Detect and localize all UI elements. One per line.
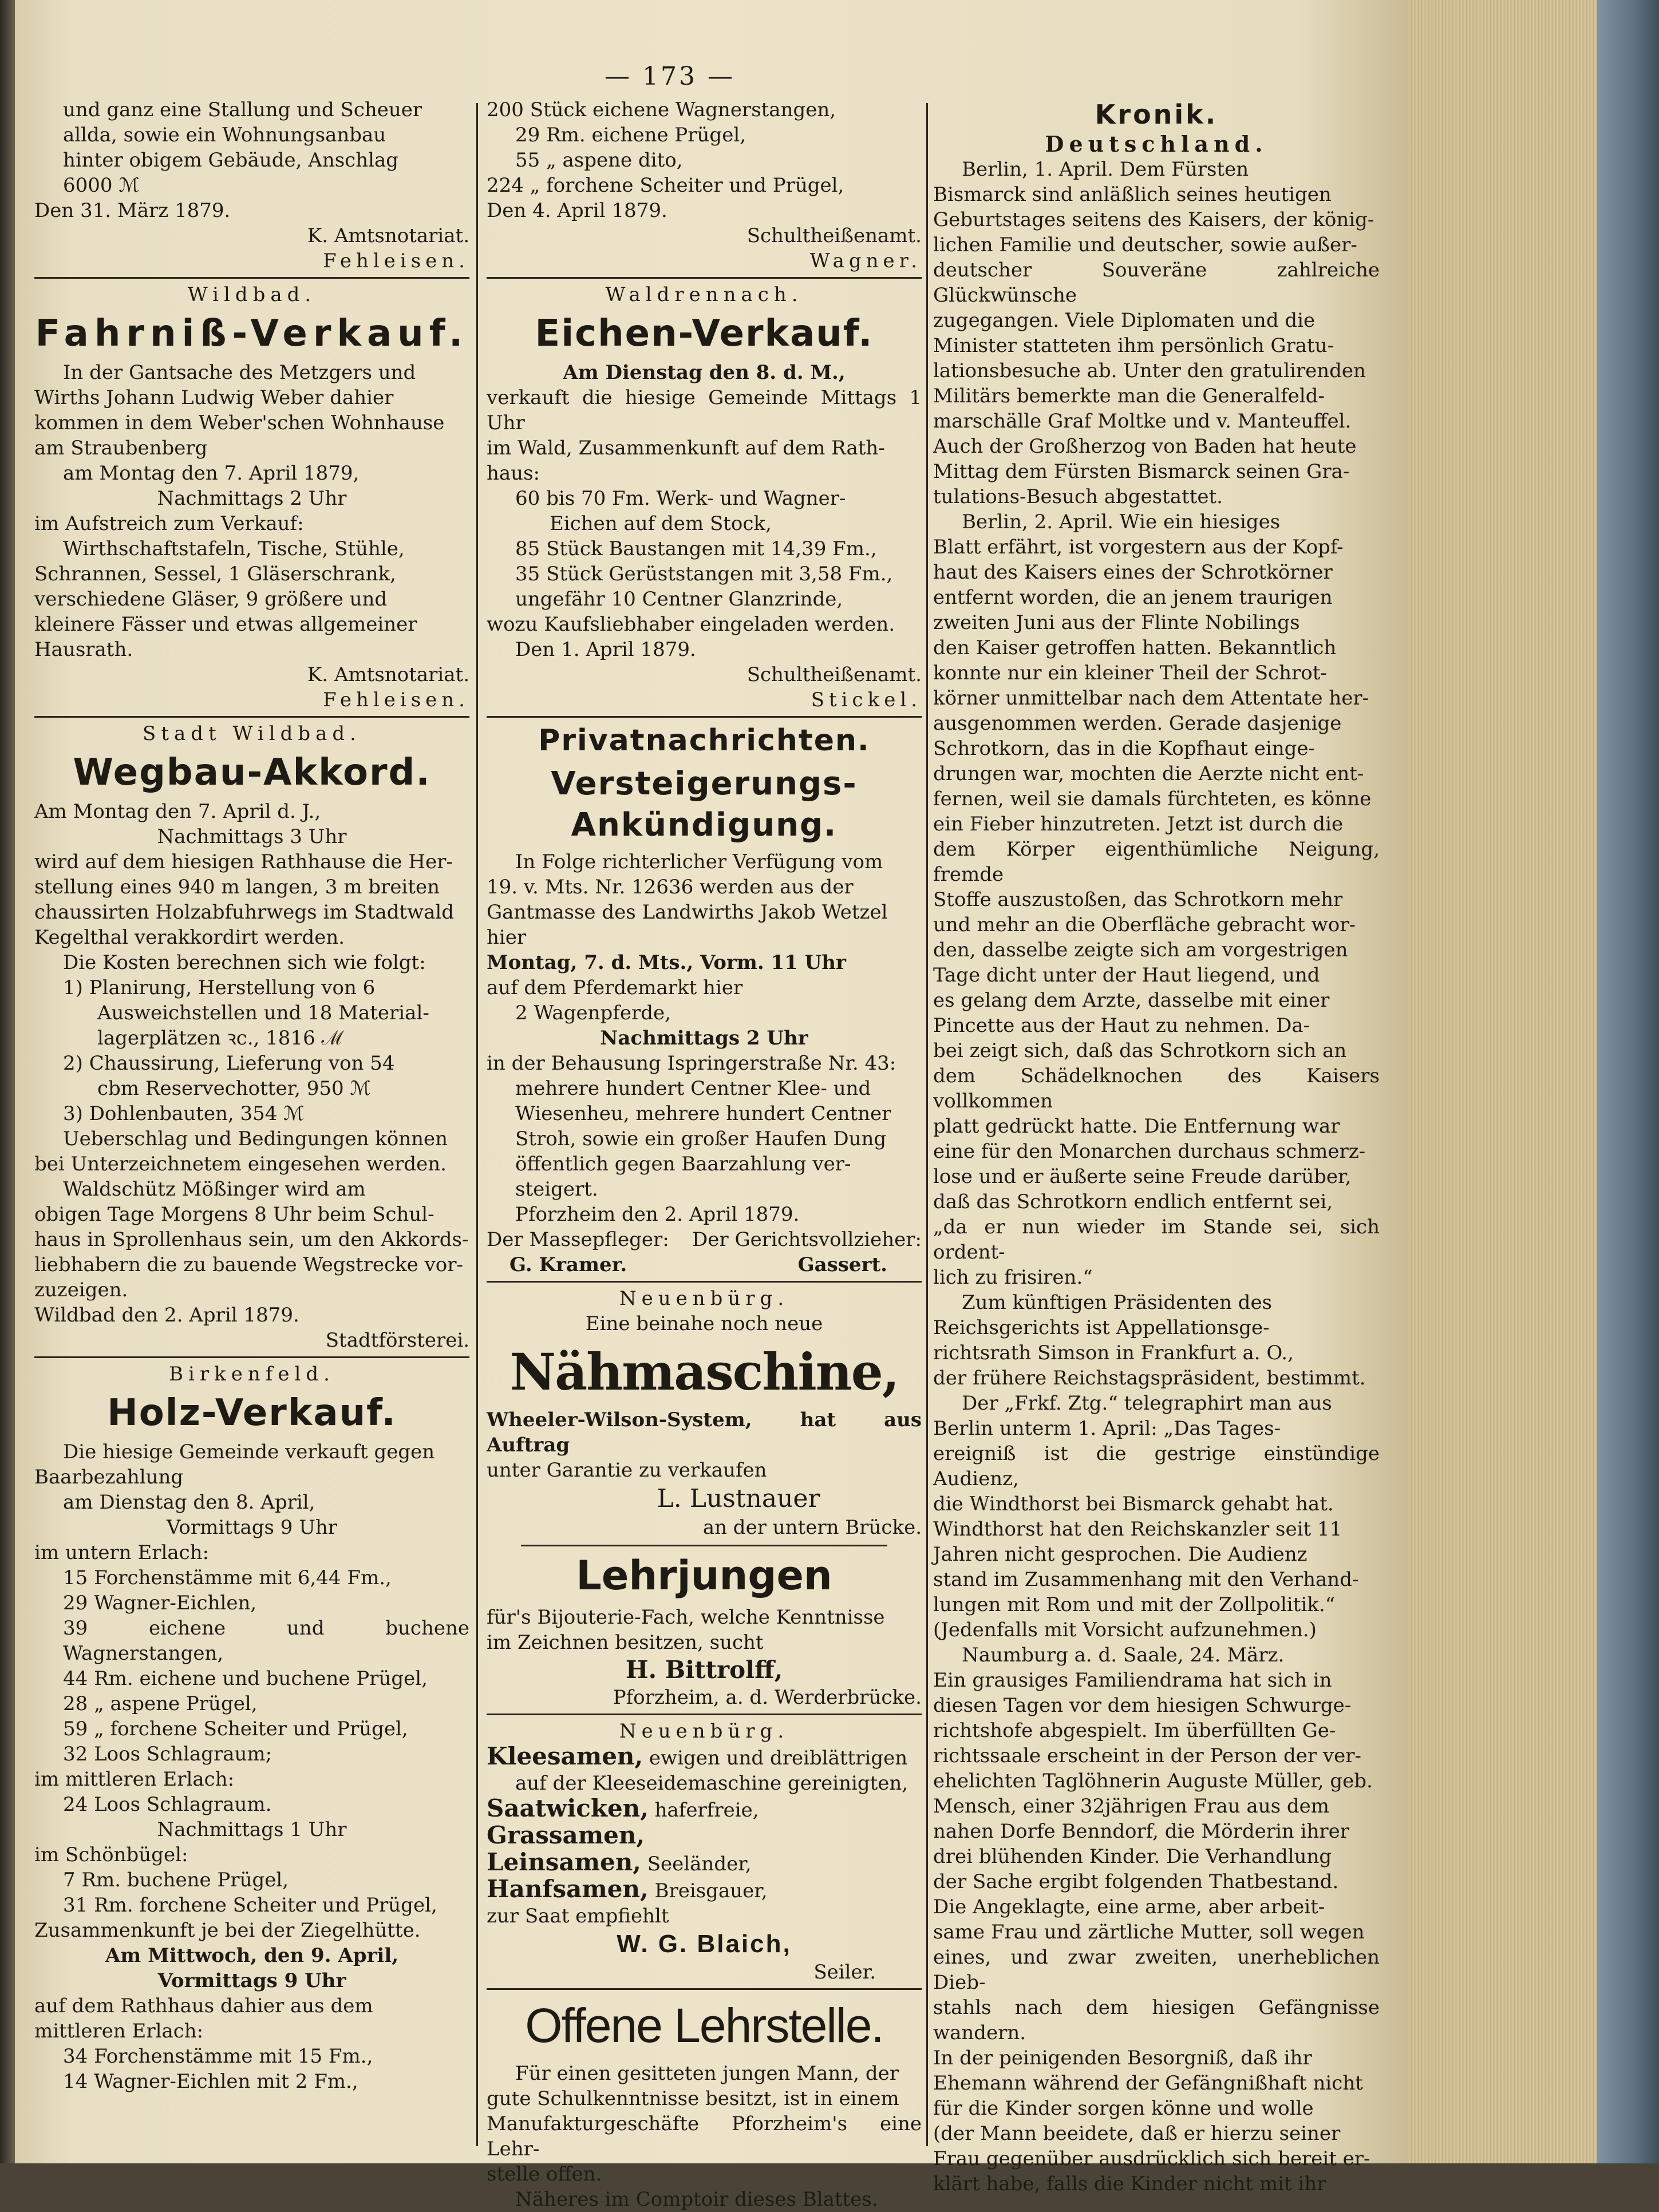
ad-item: 24 Loos Schlagraum. (63, 1793, 272, 1816)
ad-item: 200 Stück eichene Wagnerstangen, (487, 98, 836, 121)
kronik-line: den, dasselbe zeigte sich am vorgestrigen (933, 939, 1348, 961)
ad-text: Eine beinahe noch neue (585, 1312, 823, 1335)
ad-text: liebhabern die zu bauende Wegstrecke vor- (34, 1253, 464, 1276)
ad-signature: H. Bittrolff, (625, 1656, 783, 1684)
ad-text: Wheeler-Wilson-System, hat aus Auftrag (487, 1408, 922, 1457)
ad-text: wozu Kaufsliebhaber eingeladen werden. (487, 613, 895, 636)
ad-item: Eichen auf dem Stock, (550, 512, 772, 535)
ad-role: Der Gerichtsvollzieher: (692, 1228, 922, 1251)
ad-time: Nachmittags 2 Uhr (600, 1027, 808, 1050)
ad-text: Ueberschlag und Bedingungen können (63, 1127, 448, 1150)
kronik-line: Mittag dem Fürsten Bismarck seinen Gra- (933, 460, 1350, 483)
ad-place: Neuenbürg. (619, 1720, 789, 1743)
ad-title: Lehrjungen (576, 1552, 832, 1599)
ad-text: unter Garantie zu verkaufen (487, 1459, 767, 1482)
kronik-line: Die Angeklagte, eine arme, aber arbeit- (933, 1896, 1325, 1918)
divider (487, 716, 922, 718)
kronik-line: Ehemann während der Gefängnißhaft nicht (933, 2072, 1363, 2095)
ad-naehmaschine (487, 1286, 922, 1540)
kronik-line: Pincette aus der Haut zu nehmen. Da- (933, 1014, 1310, 1037)
ad-date: Den 4. April 1879. (487, 199, 667, 222)
ad-office: Schultheißenamt. (746, 224, 922, 247)
ad-place: Neuenbürg. (619, 1287, 789, 1310)
divider (487, 1714, 922, 1715)
holz-continuation (487, 97, 922, 274)
ad-item: 39 eichene und buchene Wagnerstangen, (63, 1617, 469, 1665)
kronik-line: Geburtstages seitens des Kaisers, der könig- (933, 208, 1374, 231)
ad-item: 28 „ aspene Prügel, (63, 1692, 258, 1715)
kronik-line: platt gedrückt hatte. Die Entfernung war (933, 1115, 1340, 1138)
ad-lehrjungen (487, 1551, 922, 1710)
seed-desc: Breisgauer, (654, 1879, 768, 1902)
ad-title: Holz-Verkauf. (107, 1392, 397, 1434)
kronik-line: Stoffe auszustoßen, das Schrotkorn mehr (933, 888, 1343, 911)
divider (487, 1988, 922, 1990)
ad-item: 29 Wagner-Eichlen, (63, 1592, 257, 1615)
ad-signature: Stickel. (811, 688, 922, 711)
kronik-line: lichen Familie und deutscher, sowie außer- (933, 234, 1357, 256)
ad-address: Pforzheim, a. d. Werderbrücke. (613, 1686, 922, 1709)
ad-item: 55 „ aspene dito, (515, 149, 683, 172)
kronik-line: haut des Kaisers eines der Schrotkörner (933, 561, 1333, 584)
ad-title: Wegbau-Akkord. (73, 751, 431, 794)
divider (34, 716, 469, 718)
column-2 (487, 97, 922, 2212)
ad-place: Waldrennach. (605, 283, 803, 306)
seed-name: Saatwicken, (487, 1794, 649, 1822)
ad-text: chaussirten Holzabfuhrwegs im Stadtwald (34, 901, 455, 924)
ad-place: Birkenfeld. (169, 1363, 335, 1386)
ad-item: mehrere hundert Centner Klee- und (515, 1077, 871, 1100)
ad-signature: Wagner. (809, 250, 922, 272)
kronik-line: Tage dicht unter der Haut liegend, und (933, 964, 1320, 987)
ad-samen (487, 1719, 922, 1985)
kronik-line: lich zu frisiren.“ (933, 1266, 1093, 1289)
book-cover-edge (1597, 0, 1659, 2163)
kronik-line: zugegangen. Viele Diplomaten und die (933, 309, 1316, 332)
divider (487, 277, 922, 279)
intro-date: Den 31. März 1879. (34, 199, 231, 222)
ad-time: Nachmittags 3 Uhr (157, 825, 347, 848)
ad-item (487, 1877, 922, 1904)
kronik-line: Der „Frkf. Ztg.“ telegraphirt man aus (962, 1392, 1332, 1415)
ad-location: mittleren Erlach: (34, 2020, 204, 2043)
ad-text: In Folge richterlicher Verfügung vom (515, 850, 883, 873)
ad-text: haus: (487, 462, 540, 485)
page-number: — 173 — (605, 62, 735, 91)
ad-time: Nachmittags 2 Uhr (157, 487, 347, 510)
seed-desc: Seeländer, (647, 1853, 752, 1875)
kronik-line: ausgenommen werden. Gerade dasjenige (933, 712, 1342, 735)
kronik-line: Berlin unterm 1. April: „Das Tages- (933, 1417, 1281, 1440)
kronik-paragraph (933, 509, 1380, 1290)
ad-text: Die hiesige Gemeinde verkauft gegen (63, 1441, 435, 1463)
kronik-line: Reichsgerichts ist Appellationsge- (933, 1316, 1270, 1339)
column-1 (34, 97, 469, 2094)
ad-text: Waldschütz Mößinger wird am (63, 1178, 366, 1201)
ad-item: 15 Forchenstämme mit 6,44 Fm., (63, 1566, 392, 1589)
ad-item: 3) Dohlenbauten, 354 ℳ (63, 1102, 305, 1125)
kronik-paragraph (933, 1391, 1380, 1643)
ad-text: bei Unterzeichnetem eingesehen werden. (34, 1153, 447, 1176)
intro-signature: Fehleisen. (323, 250, 469, 272)
ad-text: haus in Sprollenhaus sein, um den Akkords- (34, 1228, 469, 1251)
kronik-line: In der peinigenden Besorgniß, daß ihr (933, 2047, 1312, 2069)
kronik-line: Schrotkorn, das in die Kopfhaut einge- (933, 737, 1316, 760)
ad-location: in der Behausung Ispringerstraße Nr. 43: (487, 1052, 896, 1075)
divider (521, 1545, 887, 1546)
divider (487, 1281, 922, 1283)
kronik-paragraph (933, 157, 1380, 509)
ad-item: 32 Loos Schlagraum; (63, 1743, 272, 1766)
kronik-line: eine für den Monarchen durchaus schmerz- (933, 1140, 1366, 1163)
ad-time: Nachmittags 1 Uhr (157, 1818, 347, 1841)
kronik-line: zweiten Juni aus der Flinte Nobilings (933, 611, 1300, 634)
kronik-line: konnte nur ein kleiner Theil der Schrot- (933, 662, 1327, 684)
ad-text: Näheres im Comptoir dieses Blattes. (515, 2188, 878, 2211)
kronik-line: Jahren nicht gesprochen. Die Audienz (933, 1543, 1308, 1566)
ad-text: im Wald, Zusammenkunft auf dem Rath- (487, 437, 885, 460)
kronik-line: ehelichten Taglöhnerin Auguste Müller, geb. (933, 1770, 1373, 1792)
ad-item: öffentlich gegen Baarzahlung ver- (515, 1153, 851, 1176)
ad-title: Versteigerungs-Ankündigung. (551, 765, 858, 844)
ad-item: ungefähr 10 Centner Glanzrinde, (515, 588, 843, 611)
kronik-line: fernen, weil sie damals fürchteten, es könne (933, 788, 1372, 810)
kronik-line: Auch der Großherzog von Baden hat heute (933, 435, 1357, 458)
kronik-line: der frühere Reichstagspräsident, bestimmt. (933, 1367, 1366, 1390)
ad-date: Montag, 7. d. Mts., Vorm. 11 Uhr (487, 951, 846, 974)
kronik-line: die Windthorst bei Bismarck gehabt hat. (933, 1493, 1334, 1515)
ad-date: Am Montag den 7. April d. J., (34, 800, 321, 823)
ad-item: Wirthschaftstafeln, Tische, Stühle, (63, 537, 405, 560)
column-rule-1 (476, 103, 478, 2146)
kronik-line: und mehr an die Oberfläche gebracht wor- (933, 913, 1356, 936)
ad-names (487, 1252, 922, 1277)
ad-place: Stadt Wildbad. (143, 722, 361, 745)
ad-location: im mittleren Erlach: (34, 1768, 235, 1791)
ad-text: obigen Tage Morgens 8 Uhr beim Schul- (34, 1203, 434, 1226)
ad-item: 85 Stück Baustangen mit 14,39 Fm., (515, 537, 877, 560)
ad-item (487, 1823, 922, 1850)
kronik-line: für die Kinder sorgen könne und wolle (933, 2097, 1314, 2120)
seed-name: Leinsamen, (487, 1848, 641, 1876)
kronik-line: den Kaiser getroffen hatten. Bekanntlich (933, 636, 1337, 659)
ad-text: In der Gantsache des Metzgers und (63, 361, 416, 384)
ad-text: zur Saat empfiehlt (487, 1905, 669, 1928)
ad-date: am Dienstag den 8. April, (63, 1491, 315, 1514)
kronik-line: Berlin, 1. April. Dem Fürsten (962, 158, 1249, 181)
kronik-line: Minister statteten ihm persönlich Gratu- (933, 334, 1334, 357)
ad-item: steigert. (515, 1178, 598, 1201)
ad-signature: W. G. Blaich, (617, 1930, 792, 1958)
ad-item: 2) Chaussirung, Lieferung von 54 (63, 1052, 395, 1075)
page-stack-edge (1408, 0, 1597, 2163)
ad-item: 35 Stück Gerüststangen mit 3,58 Fm., (515, 563, 893, 585)
section-header-private: Privatnachrichten. (538, 723, 870, 758)
ad-time: Vormittags 9 Uhr (157, 1969, 346, 1992)
ad-item: cbm Reservechotter, 950 ℳ (97, 1077, 371, 1100)
ad-item: verschiedene Gläser, 9 größere und (34, 588, 388, 611)
ad-text: stelle offen. (487, 2163, 602, 2186)
kronik-line: Militärs bemerkte man die Generalfeld- (933, 385, 1325, 407)
kronik-line: Frau gegenüber ausdrücklich sich bereit er- (933, 2147, 1370, 2170)
seed-desc: haferfreie, (654, 1799, 759, 1822)
ad-title: Offene Lehrstelle. (525, 1999, 883, 2052)
ad-roles (487, 1227, 922, 1252)
kronik-paragraph (933, 1290, 1380, 1391)
kronik-line: daß das Schrotkorn endlich entfernt sei, (933, 1190, 1333, 1213)
kronik-line: Berlin, 2. April. Wie ein hiesiges (962, 511, 1281, 533)
kronik-line: dem Schädelknochen des Kaisers vollkommen (933, 1065, 1380, 1113)
ad-offene-lehrstelle (487, 1996, 922, 2212)
section-title-kronik: Kronik. (1095, 99, 1218, 130)
kronik-line: Blatt erfährt, ist vorgestern aus der Kopf- (933, 536, 1344, 559)
ad-name: G. Kramer. (509, 1253, 627, 1276)
kronik-line: stahls nach dem hiesigen Gefängnisse wandern. (933, 1996, 1380, 2044)
kronik-line: richtshofe abgespielt. Im überfüllten Ge- (933, 1719, 1336, 1742)
kronik-line: drei blühenden Kinder. Die Verhandlung (933, 1845, 1332, 1868)
seed-desc: ewigen und dreiblättrigen (649, 1747, 908, 1770)
kronik-paragraph (933, 1643, 1380, 2197)
intro-line: allda, sowie ein Wohnungsanbau (63, 124, 386, 147)
kronik-line: dem Körper eigenthümliche Neigung, fremde (933, 838, 1380, 886)
kronik-line: lose und er äußerte seine Freude darüber, (933, 1165, 1352, 1188)
ad-text: Manufakturgeschäfte Pforzheim's eine Lehr- (487, 2112, 922, 2160)
ad-title: Fahrniß-Verkauf. (35, 312, 469, 355)
kronik-line: entfernt worden, die an jenem traurigen (933, 586, 1333, 609)
ad-item: 31 Rm. forchene Scheiter und Prügel, (63, 1894, 437, 1917)
kronik-line: Naumburg a. d. Saale, 24. März. (962, 1644, 1285, 1667)
ad-date: Pforzheim den 2. April 1879. (515, 1203, 800, 1226)
ad-item: lagerplätzen ꝛc., 1816 ℳ (97, 1027, 344, 1050)
book-binding-left (0, 0, 15, 2163)
ad-location: im untern Erlach: (34, 1541, 210, 1564)
seed-name: Grassamen, (487, 1821, 645, 1849)
kronik-line: deutscher Souveräne zahlreiche Glückwünsche (933, 259, 1380, 307)
ad-date: Den 1. April 1879. (515, 638, 696, 661)
ad-item (487, 1744, 922, 1771)
intro-line: 6000 ℳ (63, 174, 140, 197)
ad-text: im Zeichnen besitzen, sucht (487, 1631, 764, 1654)
ad-eichen-verkauf (487, 282, 922, 713)
ad-item: 2 Wagenpferde, (515, 1002, 671, 1024)
kronik-line: ein Fieber hinzutreten. Jetzt ist durch die (933, 813, 1344, 836)
kronik-line: richtsrath Simson in Frankfurt a. O., (933, 1342, 1294, 1364)
ad-date: am Montag den 7. April 1879, (63, 462, 360, 485)
ad-text: Wirths Johann Ludwig Weber dahier (34, 386, 394, 409)
ad-text: verkauft die hiesige Gemeinde Mittags 1 Uhr (487, 386, 922, 434)
ad-address: an der untern Brücke. (702, 1516, 922, 1539)
kronik-line: eines, und zwar zweiten, unerheblichen Dieb- (933, 1946, 1380, 1994)
ad-text: am Straubenberg (34, 437, 208, 460)
kronik-line: marschälle Graf Moltke und v. Manteuffel. (933, 410, 1352, 433)
ad-text: stellung eines 940 m langen, 3 m breiten (34, 876, 440, 899)
kronik-line: diesen Tagen vor dem hiesigen Schwurge- (933, 1694, 1352, 1717)
kronik-line: Mensch, einer 32jährigen Frau aus dem (933, 1795, 1329, 1818)
divider (34, 277, 469, 279)
ad-text: für's Bijouterie-Fach, welche Kenntnisse (487, 1606, 885, 1629)
ad-text: wird auf dem hiesigen Rathhause die Her- (34, 850, 453, 873)
ad-item: kleinere Fässer und etwas allgemeiner (34, 613, 417, 636)
kronik-line: drungen war, mochten die Aerzte nicht ent- (933, 762, 1364, 785)
ad-fahrniss-verkauf (34, 282, 469, 713)
ad-text: Für einen gesitteten jungen Mann, der (515, 2062, 899, 2085)
ad-text: Gantmasse des Landwirths Jakob Wetzel (487, 901, 888, 924)
divider (34, 1356, 469, 1358)
ad-item: 1) Planirung, Herstellung von 6 (63, 976, 376, 999)
intro-line: hinter obigem Gebäude, Anschlag (63, 149, 399, 172)
kronik-line: Bismarck sind anläßlich seines heutigen (933, 183, 1332, 206)
ad-title: Eichen-Verkauf. (535, 312, 874, 355)
ad-text: Baarbezahlung (34, 1466, 184, 1489)
ad-item: Wiesenheu, mehrere hundert Centner (515, 1102, 891, 1125)
ad-date: Am Mittwoch, den 9. April, (105, 1944, 399, 1967)
kronik-line: der Sache ergibt folgenden Thatbestand. (933, 1870, 1339, 1893)
seed-desc: auf der Kleeseidemaschine gereinigten, (515, 1772, 908, 1795)
ad-location: im Schönbügel: (34, 1843, 188, 1866)
kronik-line: bei zeigt sich, daß das Schrotkorn sich an (933, 1039, 1347, 1062)
ad-item (487, 1850, 922, 1877)
kronik-line: tulations-Besuch abgestattet. (933, 485, 1223, 508)
intro-block (34, 97, 469, 274)
ad-time: Vormittags 9 Uhr (166, 1516, 338, 1539)
kronik-line: Zum künftigen Präsidenten des (962, 1291, 1273, 1314)
intro-line: und ganz eine Stallung und Scheuer (63, 98, 422, 121)
kronik-line: richtssaale erscheint in der Person der ver- (933, 1744, 1361, 1767)
ad-item: 59 „ forchene Scheiter und Prügel, (63, 1718, 408, 1740)
ad-date: Wildbad den 2. April 1879. (34, 1304, 299, 1327)
ad-wegbau-akkord (34, 721, 469, 1353)
kronik-line: „da er nun wieder im Stande sei, sich ordent- (933, 1216, 1380, 1264)
ad-costs: Die Kosten berechnen sich wie folgt: (63, 951, 426, 974)
seed-name: Hanfsamen, (487, 1875, 649, 1903)
ad-item: 7 Rm. buchene Prügel, (63, 1869, 289, 1892)
ad-holz-verkauf (34, 1362, 469, 2094)
section-subtitle: Deutschland. (1045, 131, 1268, 157)
ad-item: Ausweichstellen und 18 Material- (97, 1002, 429, 1024)
kronik-line: (der Mann beeidete, daß er hierzu seiner (933, 2122, 1341, 2145)
ad-role: Seiler. (813, 1961, 876, 1984)
kronik-line: same Frau und zärtliche Mutter, soll wegen (933, 1921, 1365, 1944)
ad-item: 14 Wagner-Eichlen mit 2 Fm., (63, 2070, 358, 2093)
ad-sale: im Aufstreich zum Verkauf: (34, 512, 304, 535)
ad-location: auf dem Rathhaus dahier aus dem (34, 1995, 373, 2017)
ad-item: 44 Rm. eichene und buchene Prügel, (63, 1667, 428, 1690)
kronik-line: klärt habe, falls die Kinder nicht mit ihr (933, 2173, 1326, 2195)
column-3 (933, 97, 1380, 2197)
kronik-line: es gelang dem Arzte, dasselbe mit einer (933, 989, 1330, 1012)
ad-text: gute Schulkenntnisse besitzt, ist in einem (487, 2087, 899, 2110)
ad-item: Hausrath. (34, 638, 133, 661)
ad-versteigerung (487, 763, 922, 1277)
ad-item: Stroh, sowie ein großer Haufen Dung (515, 1127, 887, 1150)
seed-name: Kleesamen, (487, 1742, 643, 1770)
kronik-line: ereigniß ist die gestrige einstündige Audienz, (933, 1442, 1380, 1490)
ad-item: 34 Forchenstämme mit 15 Fm., (63, 2045, 373, 2068)
ad-text: hier (487, 926, 527, 949)
ad-item: 60 bis 70 Fm. Werk- und Wagner- (515, 487, 846, 510)
kronik-line: nahen Dorfe Benndorf, die Mörderin ihrer (933, 1820, 1349, 1843)
ad-text: Kegelthal verakkordirt werden. (34, 926, 345, 949)
ad-place: Wildbad. (187, 283, 317, 306)
kronik-line: Ein grausiges Familiendrama hat sich in (933, 1669, 1332, 1692)
ad-signature: Fehleisen. (323, 688, 469, 711)
kronik-line: körner unmittelbar nach dem Attentate her- (933, 687, 1369, 710)
column-rule-2 (926, 103, 928, 2146)
kronik-line: Windthorst hat den Reichskanzler seit 11 (933, 1518, 1342, 1541)
ad-signature: L. Lustnauer (657, 1484, 820, 1513)
kronik-line: (Jedenfalls mit Vorsicht aufzunehmen.) (933, 1619, 1317, 1641)
ad-office: K. Amtsnotariat. (307, 663, 469, 686)
ad-item (487, 1771, 922, 1796)
ad-office: Schultheißenamt. (746, 663, 922, 686)
ad-item: Schrannen, Sessel, 1 Gläserschrank, (34, 563, 396, 585)
ad-name: Gassert. (797, 1253, 887, 1276)
ad-text: zuzeigen. (34, 1279, 128, 1301)
kronik-line: lungen mit Rom und mit der Zollpolitik.“ (933, 1593, 1336, 1616)
kronik-line: lationsbesuche ab. Unter den gratulirenden (933, 359, 1366, 382)
ad-text: kommen in dem Weber'schen Wohnhause (34, 411, 445, 434)
ad-text: 19. v. Mts. Nr. 12636 werden aus der (487, 876, 854, 899)
kronik-body (933, 157, 1380, 2197)
ad-item (487, 1796, 922, 1823)
ad-item: 224 „ forchene Scheiter und Prügel, (487, 174, 844, 197)
ad-date: Am Dienstag den 8. d. M., (563, 361, 846, 384)
ad-signature: Stadtförsterei. (325, 1329, 469, 1352)
ad-meeting: Zusammenkunft je bei der Ziegelhütte. (34, 1919, 421, 1942)
ad-role: Der Massepfleger: (487, 1228, 669, 1251)
ad-location: auf dem Pferdemarkt hier (487, 976, 743, 999)
kronik-line: stand im Zusammenhang mit den Verhand- (933, 1568, 1359, 1591)
ad-item: 29 Rm. eichene Prügel, (515, 124, 746, 147)
intro-office: K. Amtsnotariat. (307, 224, 469, 247)
ad-title: Nähmaschine, (509, 1342, 899, 1402)
